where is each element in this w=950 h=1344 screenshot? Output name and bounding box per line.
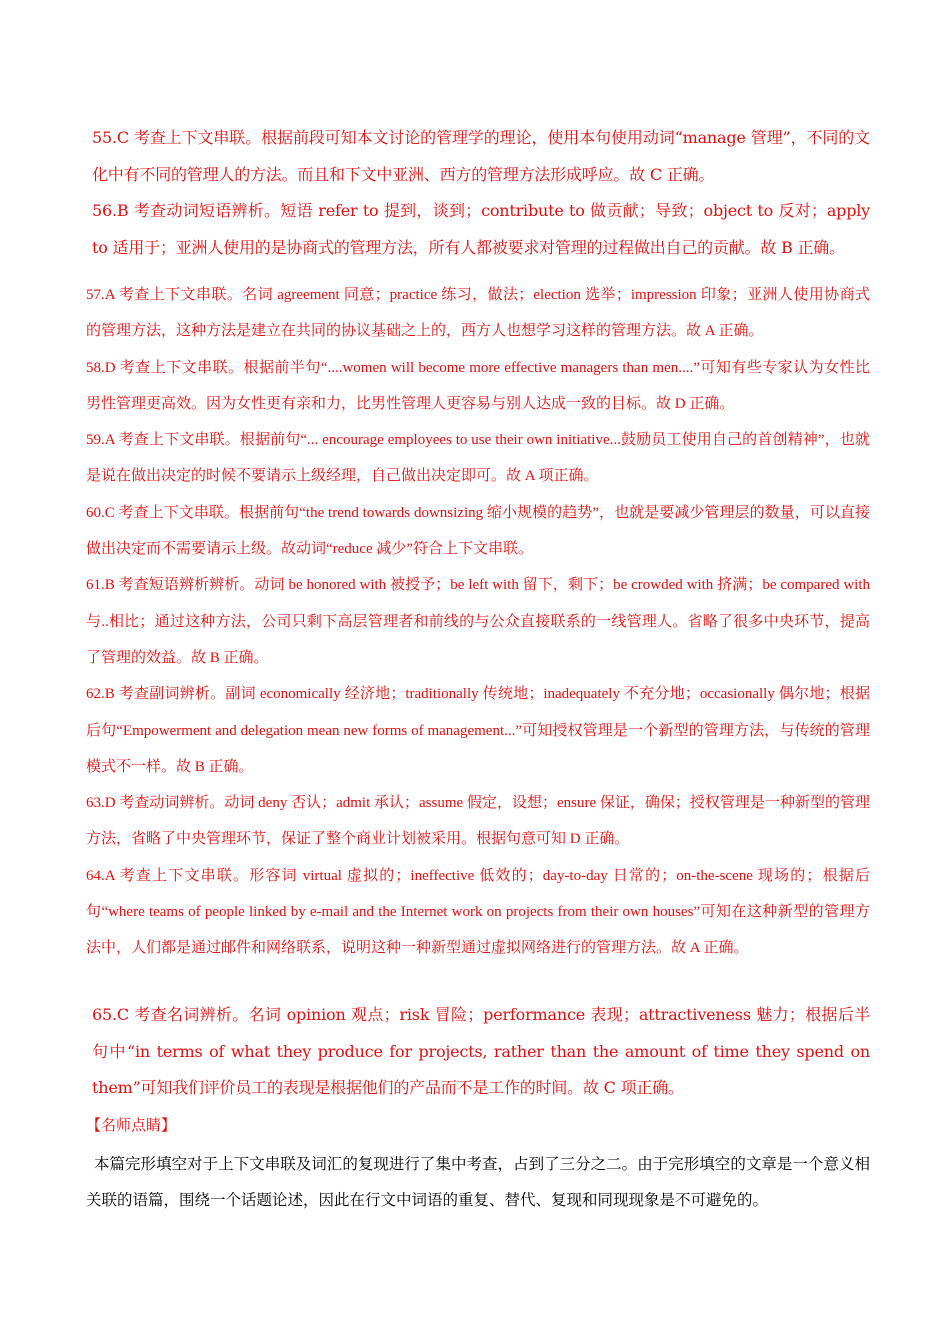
answers-top-section [86,120,870,266]
answer-61: 61.B 考查短语辨析辨析。动词 be honored with 被授予；be left with 留下，剩下；be crowded with 挤满；be compared with 与..相比；通过这种方法，公司只剩下高层管理者和前线的与公众直接联系的一线管理人。省略了很多中央环节，提高了管理的效益。故 B 正确。 [86,577,870,666]
answer-62: 62.B 考查副词辨析。副词 economically 经济地；traditionally 传统地；inadequately 不充分地；occasionally 偶尔地；根据后句“Empowerment and delegation mean new forms of management...”可知授权管理是一个新型的管理方法，与传统的管理模式不一样。故 B 正确。 [86,686,870,775]
answer-63: 63.D 考查动词辨析。动词 deny 否认；admit 承认；assume 假定，设想；ensure 保证，确保；授权管理是一种新型的管理方法，省略了中央管理环节，保证了整个商业计划被采用。根据句意可知 D 正确。 [86,795,870,848]
answer-65: 65.C 考查名词辨析。名词 opinion 观点；risk 冒险；performance 表现；attractiveness 魅力；根据后半句中“in terms of what they produce for projects, rather than the amount of time they spend on them”可知我们评价员工的表现是根据他们的产品而不是工作的时间。故 C 项正确。 [92,1005,870,1097]
answer-57: 57.A 考查上下文串联。名词 agreement 同意；practice 练习，做法；election 选举；impression 印象；亚洲人使用协商式的管理方法，这种方法是建立在共同的协议基础之上的，西方人也想学习这样的管理方法。故 A 正确。 [86,287,870,340]
tip-heading: 【名师点睛】 [86,1118,177,1134]
answers-bottom-section [86,997,870,1107]
answer-56: 56.B 考查动词短语辨析。短语 refer to 提到，谈到；contribute to 做贡献；导致；object to 反对；apply to 适用于；亚洲人使用的是协商式的管理方法，所有人都被要求对管理的过程做出自己的贡献。故 B 正确。 [92,201,870,257]
answer-59: 59.A 考查上下文串联。根据前句“... encourage employees to use their own initiative...鼓励员工使用自己的首创精神”，也就是说在做出决定的时候不要请示上级经理，自己做出决定即可。故 A 项正确。 [86,432,870,485]
answer-55: 55.C 考查上下文串联。根据前段可知本文讨论的管理学的理论，使用本句使用动词“manage 管理”，不同的文化中有不同的管理人的方法。而且和下文中亚洲、西方的管理方法形成呼应。故 C 正确。 [92,128,870,184]
answers-middle-section [86,277,870,967]
answer-64: 64.A 考查上下文串联。形容词 virtual 虚拟的；ineffective 低效的；day-to-day 日常的；on-the-scene 现场的；根据后句“where teams of people linked by e-mail and the Internet work on projects from their own houses”可知在这种新型的管理方法中，人们都是通过邮件和网络联系，说明这种一种新型通过虚拟网络进行的管理方法。故 A 正确。 [86,867,870,957]
answer-60: 60.C 考查上下文串联。根据前句“the trend towards downsizing 缩小规模的趋势”，也就是要减少管理层的数量，可以直接做出决定而不需要请示上级。故动词“reduce 减少”符合上下文串联。 [86,504,870,558]
answer-58: 58.D 考查上下文串联。根据前半句“....women will become more effective managers than men....”可知有些专家认为女性比男性管理更高效。因为女性更有亲和力，比男性管理人更容易与别人达成一致的目标。故 D 正确。 [86,359,870,412]
summary-paragraph: 本篇完形填空对于上下文串联及词汇的复现进行了集中考查，占到了三分之二。由于完形填空的文章是一个意义相关联的语篇，围绕一个话题论述，因此在行文中词语的重复、替代、复现和同现现象是不可避免的。 [86,1156,870,1209]
